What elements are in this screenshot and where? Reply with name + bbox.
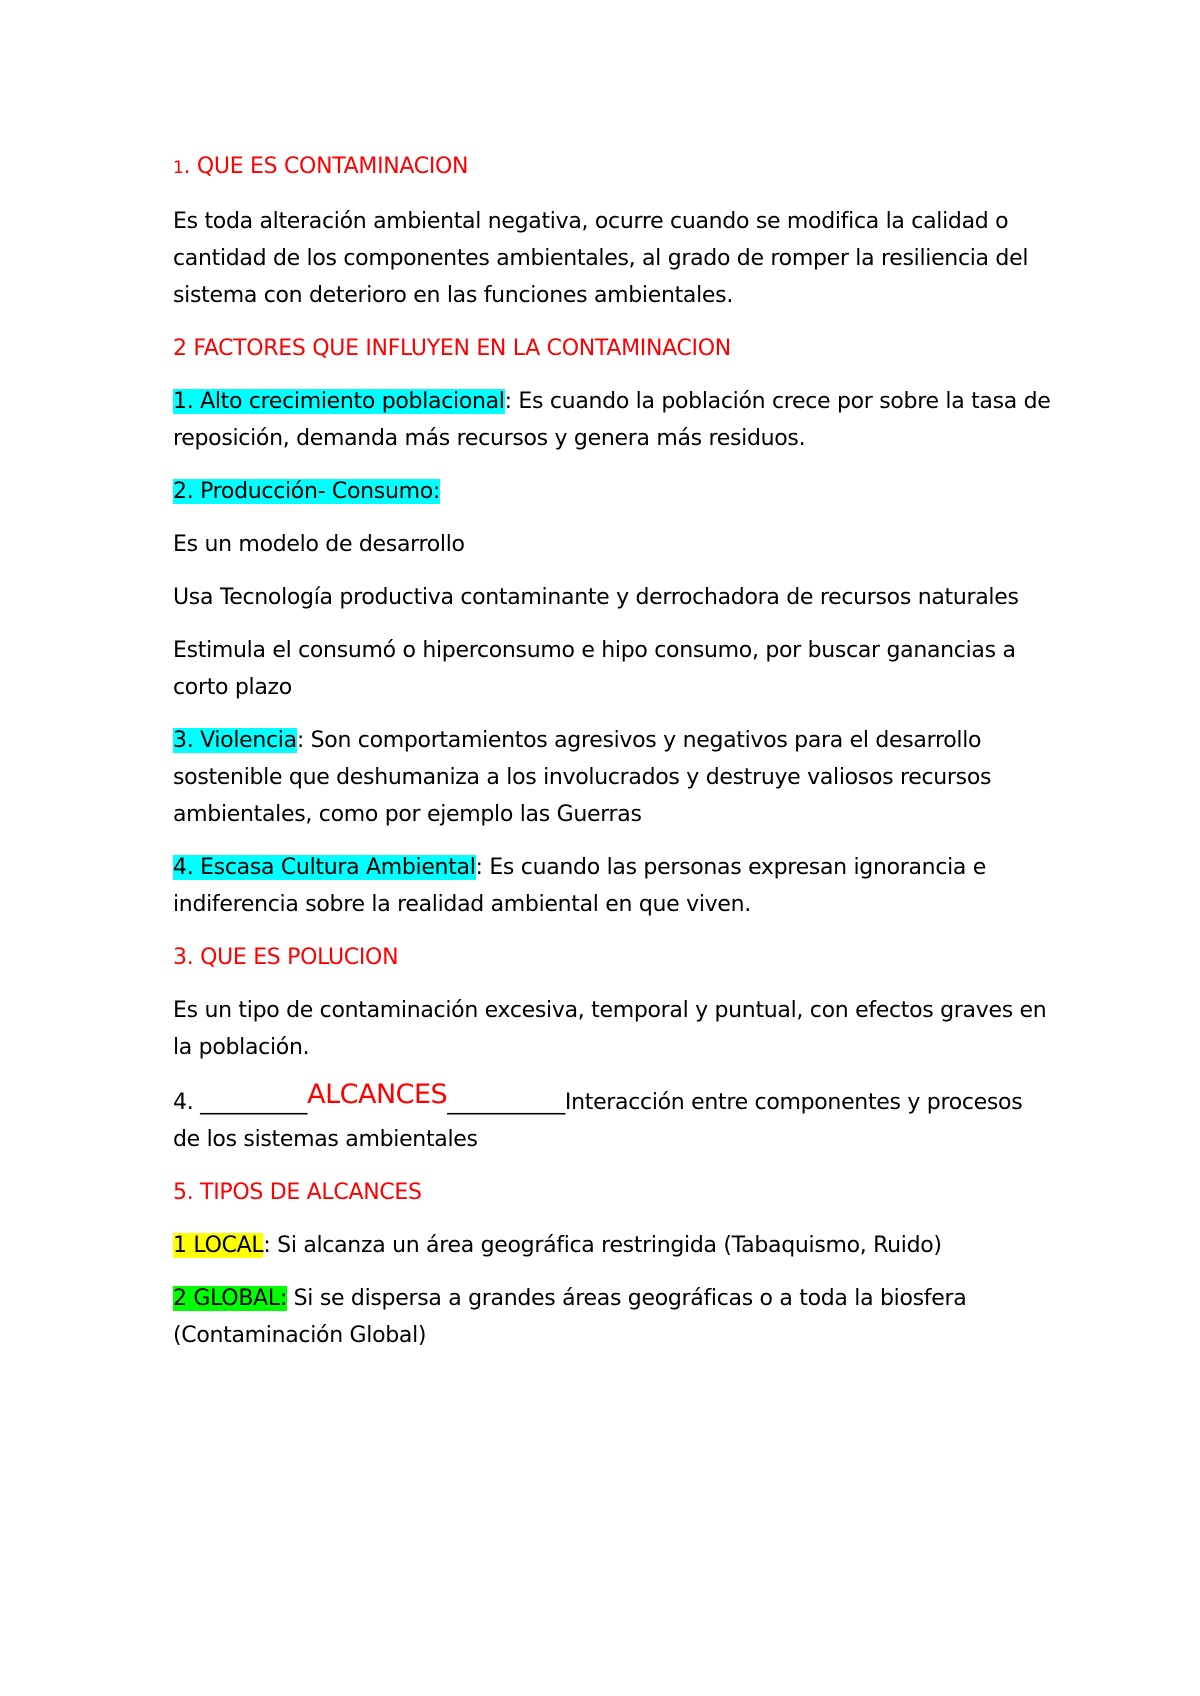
factor-3-text: : Son comportamientos agresivos y negativos para el desarrollo sostenible que deshumaniza a los involucrados y destruye valiosos recursos ambientales, como por ejemplo las Guerras bbox=[173, 728, 992, 827]
alcance-local-label: 1 LOCAL bbox=[173, 1233, 264, 1258]
factor-1-text: : Es cuando la población crece por sobre la tasa de reposición, demanda más recursos y genera más residuos. bbox=[173, 389, 1051, 451]
question-4 bbox=[173, 1079, 1053, 1158]
alcance-global bbox=[173, 1280, 1053, 1354]
heading-polucion: 3. QUE ES POLUCION bbox=[173, 945, 399, 970]
factor-4-label: 4. Escasa Cultura Ambiental bbox=[173, 855, 476, 880]
alcance-local-text: : Si alcanza un área geográfica restringida (Tabaquismo, Ruido) bbox=[263, 1233, 942, 1258]
factor-2-line-2: Usa Tecnología productiva contaminante y derrochadora de recursos naturales bbox=[173, 585, 1019, 610]
question-4-answer: ALCANCES bbox=[307, 1079, 448, 1110]
definition-polucion: Es un tipo de contaminación excesiva, temporal y puntual, con efectos graves en la población. bbox=[173, 998, 1047, 1060]
factor-2-line-1: Es un modelo de desarrollo bbox=[173, 532, 465, 557]
document-page bbox=[173, 148, 1053, 1370]
factor-2-label: 2. Producción- Consumo: bbox=[173, 479, 441, 504]
definition-contaminacion: Es toda alteración ambiental negativa, ocurre cuando se modifica la calidad o cantidad de los componentes ambientales, al grado de romper la resiliencia del sistema con deterioro en las funciones ambientales. bbox=[173, 209, 1029, 308]
factor-2 bbox=[173, 473, 1053, 510]
factor-1-label: 1. Alto crecimiento poblacional bbox=[173, 389, 505, 414]
alcance-local bbox=[173, 1227, 1053, 1264]
factor-3-label: 3. Violencia bbox=[173, 728, 297, 753]
question-4-prefix: 4. bbox=[173, 1090, 201, 1115]
heading-que-es-contaminacion bbox=[173, 148, 1053, 187]
heading-number: 1 bbox=[173, 158, 184, 178]
question-4-blank-right: ___________ bbox=[447, 1090, 565, 1115]
question-4-text: Interacción entre componentes y procesos de los sistemas ambientales bbox=[173, 1090, 1023, 1152]
factor-4 bbox=[173, 849, 1053, 923]
factor-4-text: : Es cuando las personas expresan ignorancia e indiferencia sobre la realidad ambiental en que viven. bbox=[173, 855, 987, 917]
heading-text: . QUE ES CONTAMINACION bbox=[183, 154, 469, 179]
factor-3 bbox=[173, 722, 1053, 833]
heading-factores: 2 FACTORES QUE INFLUYEN EN LA CONTAMINACION bbox=[173, 336, 731, 361]
factor-1 bbox=[173, 383, 1053, 457]
heading-tipos-alcances: 5. TIPOS DE ALCANCES bbox=[173, 1180, 422, 1205]
alcance-global-label: 2 GLOBAL: bbox=[173, 1286, 287, 1311]
factor-2-line-3: Estimula el consumó o hiperconsumo e hipo consumo, por buscar ganancias a corto plazo bbox=[173, 638, 1016, 700]
question-4-blank-left: __________ bbox=[200, 1090, 308, 1115]
alcance-global-text: Si se dispersa a grandes áreas geográficas o a toda la biosfera (Contaminación Global) bbox=[173, 1286, 967, 1348]
